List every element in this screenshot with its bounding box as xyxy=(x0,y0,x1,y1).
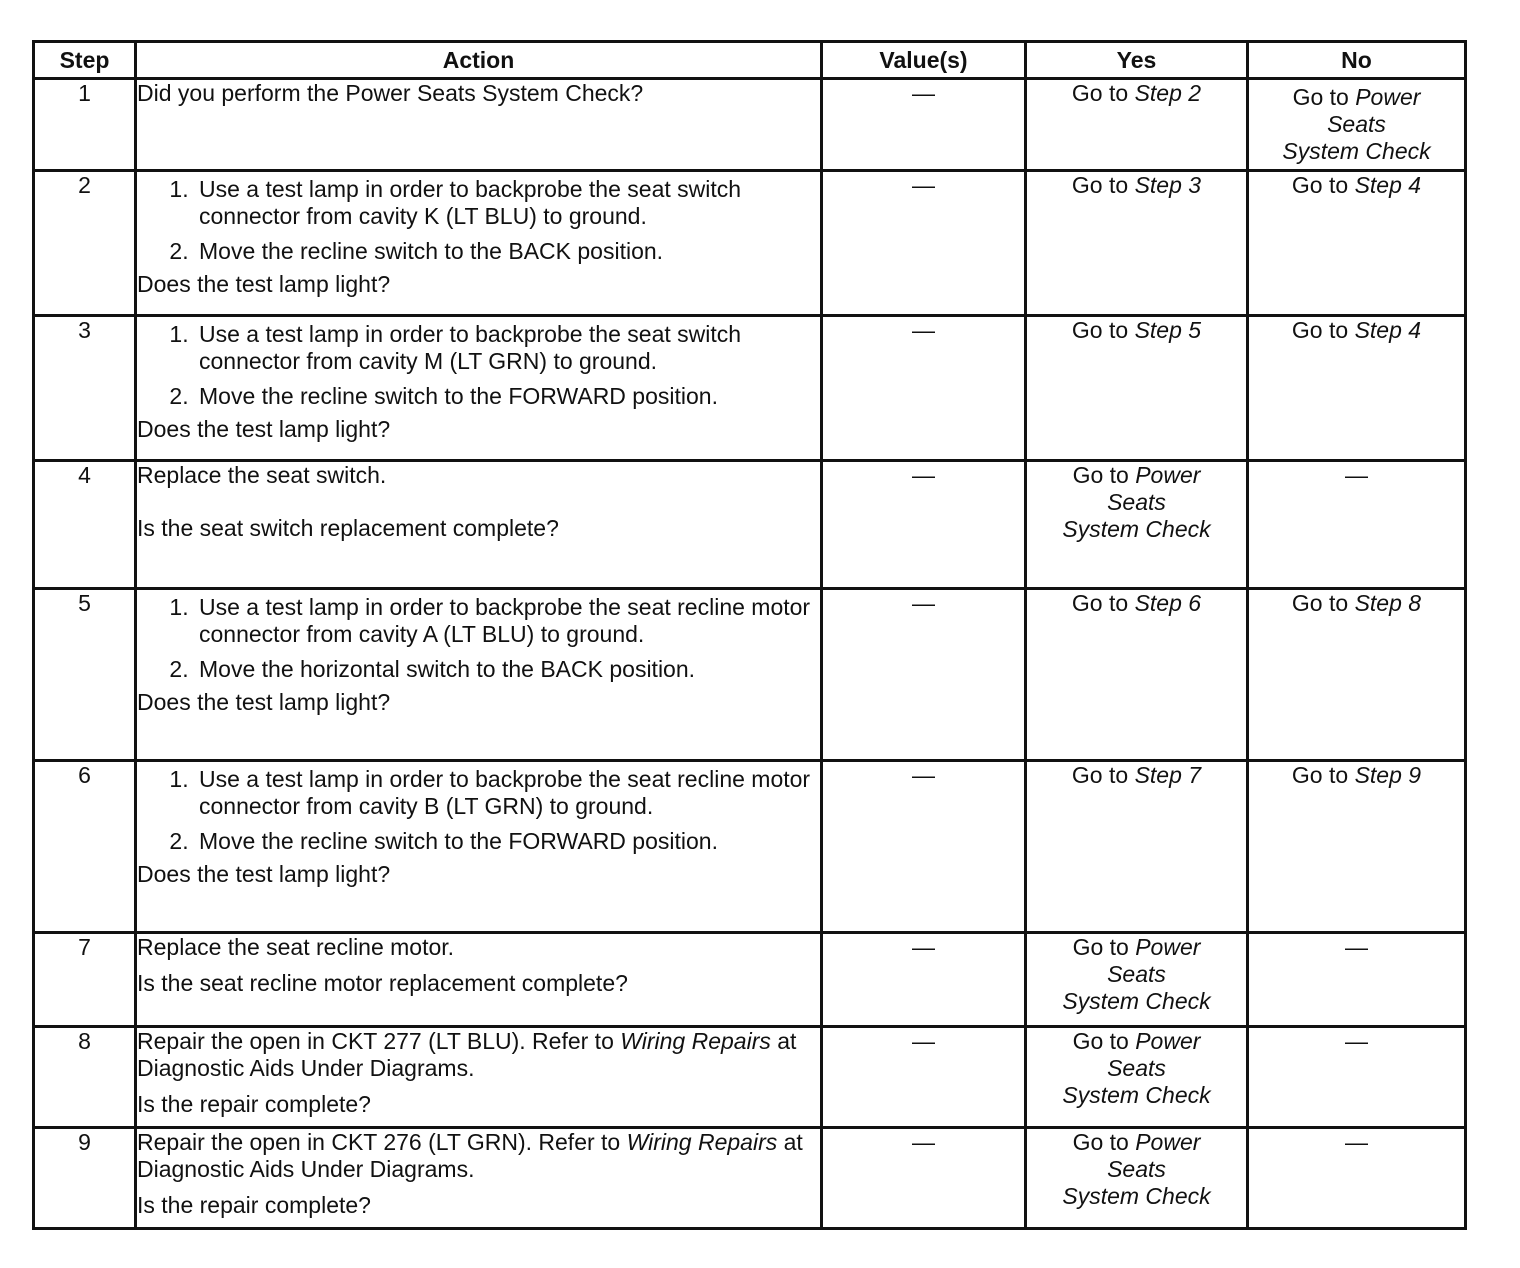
value-cell: — xyxy=(822,79,1026,171)
psc-link-line1[interactable]: Power xyxy=(1135,462,1201,488)
wiring-repairs-link[interactable]: Wiring Repairs xyxy=(626,1129,778,1155)
diagnostic-table xyxy=(32,40,1467,1230)
goto-label: Go to xyxy=(1291,762,1349,788)
header-values: Value(s) xyxy=(822,42,1026,79)
header-action: Action xyxy=(136,42,822,79)
psc-link-line1[interactable]: Power xyxy=(1355,84,1421,110)
action-question: Is the seat recline motor replacement complete? xyxy=(137,970,628,996)
goto-label: Go to xyxy=(1072,1028,1129,1054)
step-number: 5 xyxy=(34,589,136,761)
table-row-step-5 xyxy=(34,589,1466,761)
goto-label: Go to xyxy=(1291,590,1349,616)
psc-link-line1[interactable]: Power xyxy=(1135,934,1201,960)
wiring-repairs-link[interactable]: Wiring Repairs xyxy=(620,1028,771,1054)
step-number: 1 xyxy=(34,79,136,171)
value-cell: — xyxy=(822,1128,1026,1229)
psc-link-line3[interactable]: System Check xyxy=(1062,1183,1211,1209)
action-text: Replace the seat recline motor. xyxy=(137,934,455,960)
action-question: Does the test lamp light? xyxy=(137,689,391,715)
table-row-step-6 xyxy=(34,761,1466,933)
action-cell xyxy=(136,1128,822,1229)
psc-link-line2[interactable]: Seats xyxy=(1107,1156,1166,1182)
action-cell xyxy=(136,761,822,933)
table-row-step-7 xyxy=(34,933,1466,1027)
action-cell xyxy=(136,461,822,589)
table-row-step-4 xyxy=(34,461,1466,589)
value-cell: — xyxy=(822,1027,1026,1128)
no-step-link[interactable]: Step 8 xyxy=(1354,590,1422,616)
substep-1: 1. Use a test lamp in order to backprobe the seat switch connector from cavity M (LT GRN) to ground. xyxy=(195,321,820,375)
action-text-pre: Repair the open in CKT 276 (LT GRN). Refer to xyxy=(137,1129,621,1155)
action-cell xyxy=(136,316,822,461)
goto-label: Go to xyxy=(1071,80,1129,106)
goto-label: Go to xyxy=(1071,317,1129,343)
psc-link-line3[interactable]: System Check xyxy=(1062,1082,1211,1108)
table-row-step-8 xyxy=(34,1027,1466,1128)
no-cell[interactable] xyxy=(1248,761,1466,933)
yes-step-link[interactable]: Step 3 xyxy=(1134,172,1202,198)
goto-label: Go to xyxy=(1071,590,1129,616)
goto-label: Go to xyxy=(1292,84,1349,110)
substep-2: 2. Move the recline switch to the BACK position. xyxy=(195,238,820,265)
yes-cell[interactable] xyxy=(1026,171,1248,316)
yes-step-link[interactable]: Step 6 xyxy=(1134,590,1202,616)
action-question: Does the test lamp light? xyxy=(137,861,391,887)
action-text xyxy=(137,1129,820,1183)
header-step: Step xyxy=(34,42,136,79)
value-cell: — xyxy=(822,316,1026,461)
substep-2: 2. Move the recline switch to the FORWARD position. xyxy=(195,828,820,855)
psc-link-line2[interactable]: Seats xyxy=(1107,489,1166,515)
no-step-link[interactable]: Step 4 xyxy=(1354,172,1422,198)
substep-1: 1. Use a test lamp in order to backprobe the seat switch connector from cavity K (LT BLU) to ground. xyxy=(195,176,820,230)
substep-2: 2. Move the recline switch to the FORWARD position. xyxy=(195,383,820,410)
psc-link-line2[interactable]: Seats xyxy=(1107,1055,1166,1081)
step-number: 6 xyxy=(34,761,136,933)
action-question: Did you perform the Power Seats System Check? xyxy=(137,80,644,106)
psc-link-line3[interactable]: System Check xyxy=(1062,988,1211,1014)
action-text-post: at Diagnostic Aids Under Diagrams. xyxy=(137,1129,803,1182)
action-cell xyxy=(136,589,822,761)
no-cell[interactable] xyxy=(1248,589,1466,761)
goto-label: Go to xyxy=(1291,317,1349,343)
step-number: 4 xyxy=(34,461,136,589)
yes-cell[interactable] xyxy=(1026,761,1248,933)
header-row xyxy=(34,42,1466,79)
goto-label: Go to xyxy=(1071,172,1129,198)
yes-step-link[interactable]: Step 5 xyxy=(1134,317,1202,343)
header-yes: Yes xyxy=(1026,42,1248,79)
step-number: 9 xyxy=(34,1128,136,1229)
substep-2: 2. Move the horizontal switch to the BACK position. xyxy=(195,656,820,683)
action-question: Does the test lamp light? xyxy=(137,271,391,297)
psc-link-line1[interactable]: Power xyxy=(1135,1028,1201,1054)
goto-label: Go to xyxy=(1071,762,1129,788)
yes-cell[interactable] xyxy=(1026,589,1248,761)
value-cell: — xyxy=(822,761,1026,933)
action-cell xyxy=(136,79,822,171)
goto-label: Go to xyxy=(1291,172,1349,198)
psc-link-line3[interactable]: System Check xyxy=(1282,138,1431,164)
no-cell: — xyxy=(1248,461,1466,589)
yes-cell[interactable] xyxy=(1026,1128,1248,1229)
psc-link-line2[interactable]: Seats xyxy=(1107,961,1166,987)
table-row-step-3 xyxy=(34,316,1466,461)
psc-link-line2[interactable]: Seats xyxy=(1327,111,1386,137)
yes-cell[interactable] xyxy=(1026,461,1248,589)
yes-cell[interactable] xyxy=(1026,79,1248,171)
no-step-link[interactable]: Step 9 xyxy=(1354,762,1422,788)
no-cell: — xyxy=(1248,1128,1466,1229)
no-cell[interactable] xyxy=(1248,79,1466,171)
yes-step-link[interactable]: Step 2 xyxy=(1134,80,1202,106)
action-question: Is the repair complete? xyxy=(137,1091,371,1117)
no-cell[interactable] xyxy=(1248,171,1466,316)
goto-label: Go to xyxy=(1072,1129,1129,1155)
action-question: Is the repair complete? xyxy=(137,1192,371,1218)
table-row-step-1 xyxy=(34,79,1466,171)
substep-1: 1. Use a test lamp in order to backprobe the seat recline motor connector from cavity A (LT BLU) to ground. xyxy=(195,594,820,648)
yes-cell[interactable] xyxy=(1026,316,1248,461)
substep-list xyxy=(137,594,820,683)
substep-list xyxy=(137,321,820,410)
value-cell: — xyxy=(822,589,1026,761)
goto-label: Go to xyxy=(1072,934,1129,960)
yes-cell[interactable] xyxy=(1026,1027,1248,1128)
table-row-step-9 xyxy=(34,1128,1466,1229)
action-question: Does the test lamp light? xyxy=(137,416,391,442)
step-number: 2 xyxy=(34,171,136,316)
value-cell: — xyxy=(822,933,1026,1027)
action-text-post: at Diagnostic Aids Under Diagrams. xyxy=(137,1028,797,1081)
header-no: No xyxy=(1248,42,1466,79)
action-cell xyxy=(136,1027,822,1128)
substep-list xyxy=(137,766,820,855)
action-cell xyxy=(136,171,822,316)
step-number: 8 xyxy=(34,1027,136,1128)
value-cell: — xyxy=(822,171,1026,316)
action-cell xyxy=(136,933,822,1027)
step-number: 7 xyxy=(34,933,136,1027)
yes-step-link[interactable]: Step 7 xyxy=(1134,762,1202,788)
no-cell: — xyxy=(1248,1027,1466,1128)
table-row-step-2 xyxy=(34,171,1466,316)
no-step-link[interactable]: Step 4 xyxy=(1354,317,1422,343)
value-cell: — xyxy=(822,461,1026,589)
no-cell: — xyxy=(1248,933,1466,1027)
psc-link-line3[interactable]: System Check xyxy=(1062,516,1211,542)
action-text: Replace the seat switch. xyxy=(137,462,387,488)
no-cell[interactable] xyxy=(1248,316,1466,461)
action-question: Is the seat switch replacement complete? xyxy=(137,515,559,541)
yes-cell[interactable] xyxy=(1026,933,1248,1027)
substep-1: 1. Use a test lamp in order to backprobe the seat recline motor connector from cavity B (LT GRN) to ground. xyxy=(195,766,820,820)
action-text-pre: Repair the open in CKT 277 (LT BLU). Refer to xyxy=(137,1028,614,1054)
action-text xyxy=(137,1028,820,1082)
step-number: 3 xyxy=(34,316,136,461)
psc-link-line1[interactable]: Power xyxy=(1135,1129,1201,1155)
goto-label: Go to xyxy=(1072,462,1129,488)
substep-list xyxy=(137,176,820,265)
